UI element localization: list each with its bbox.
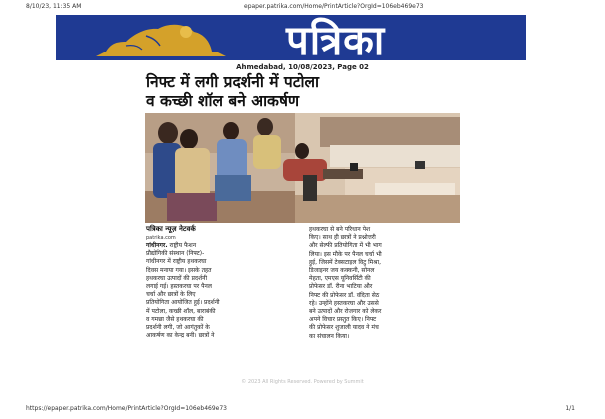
article-column-1 — [146, 242, 296, 340]
article-photo — [145, 113, 460, 223]
column-line: की प्रोफेसर शुजाली यादव ने मंच — [309, 324, 379, 332]
dateline: गांधीनगर. — [146, 242, 168, 249]
byline — [146, 225, 306, 241]
exhibition-photo-illustration — [145, 113, 460, 223]
column-line: हथकरघा उत्पादों की प्रदर्शनी — [146, 274, 208, 282]
column-line: गांधीनगर. राष्ट्रीय फैशन — [146, 242, 197, 249]
column-line: चर्चा और छात्रों के लिए — [146, 291, 196, 299]
column-line: दिवस मनाया गया। इसके तहत — [146, 266, 212, 274]
column-line: निफ्ट की प्रोफेसर डॉ. वंदिता सेठ — [309, 291, 380, 299]
headline-line-1: निफ्ट में लगी प्रदर्शनी में पटोला — [146, 73, 320, 91]
column-line: मेहता, एमएस यूनिवर्सिटी की — [309, 275, 371, 283]
column-line: व गमछा जैसे हथकरघा की — [146, 315, 204, 323]
column-line: हुई, जिसमें टेक्सटाइल विटु मिश्रा, — [309, 258, 381, 266]
article-column-2 — [309, 226, 459, 341]
column-line: गांधीनगर में राष्ट्रीय हथकरघा — [146, 258, 207, 266]
column-line: प्रौद्योगिकी संस्थान (निफ्ट)- — [146, 250, 205, 258]
print-datetime: 8/10/23, 11:35 AM — [26, 3, 82, 10]
page-number: 1/1 — [565, 405, 575, 412]
column-line: प्रदर्शनी लगी, जो आगंतुकों के — [146, 324, 210, 332]
column-line: डिजाइनर जय कक्कनी, सोनल — [309, 267, 375, 275]
print-footer — [0, 405, 605, 415]
patrika-wordmark: पत्रिका — [286, 18, 386, 60]
column-line: का संचालन किया। — [309, 332, 350, 340]
column-line: रहे। उन्होंने हस्तकरघा और उससे — [309, 299, 379, 307]
column-line: अपने विचार प्रस्तुत किए। निफ्ट — [309, 316, 377, 324]
column-line: लिया। इस मौके पर पैनल चर्चा भी — [309, 250, 382, 258]
byline-email: patrika.com — [146, 235, 176, 241]
footer-copyright: © 2023 All Rights Reserved. Powered by Summit — [241, 379, 364, 385]
column-line: आकर्षण का केन्द्र बनी। छात्रों ने — [146, 332, 215, 340]
column-line: लगाई गई। हस्तकरघा पर पैनल — [146, 283, 212, 291]
edition-line: Ahmedabad, 10/08/2023, Page 02 — [236, 63, 369, 71]
column-line: हथकरघा से बने परिधान पेश — [309, 226, 371, 233]
lion-logo-icon — [86, 16, 236, 60]
print-header-url: epaper.patrika.com/Home/PrintArticle?OrgId=106eb469e73 — [244, 3, 424, 10]
headline-line-2: व कच्छी शॉल बने आकर्षण — [146, 92, 300, 110]
column-line: में पटोला, कच्छी शॉल, बाराबंकी — [146, 307, 216, 315]
column-line: प्रतियोगिता आयोजित हुई। प्रदर्शनी — [146, 299, 220, 307]
column-line: किए। साथ ही छात्रों ने प्रश्नोत्तरी — [309, 234, 376, 242]
byline-name: पत्रिका न्यूज़ नेटवर्क — [146, 225, 196, 233]
print-footer-url: https://epaper.patrika.com/Home/PrintArticle?OrgId=106eb469e73 — [26, 405, 227, 412]
print-header — [0, 3, 605, 15]
column-line: और सेल्फी प्रतियोगिता में भी भाग — [309, 242, 382, 250]
masthead — [56, 15, 526, 60]
column-line: बने उत्पादों और रोजगार को लेकर — [309, 308, 382, 316]
column-line: प्रोफेसर डॉ. रीना भाटिया और — [309, 283, 373, 291]
